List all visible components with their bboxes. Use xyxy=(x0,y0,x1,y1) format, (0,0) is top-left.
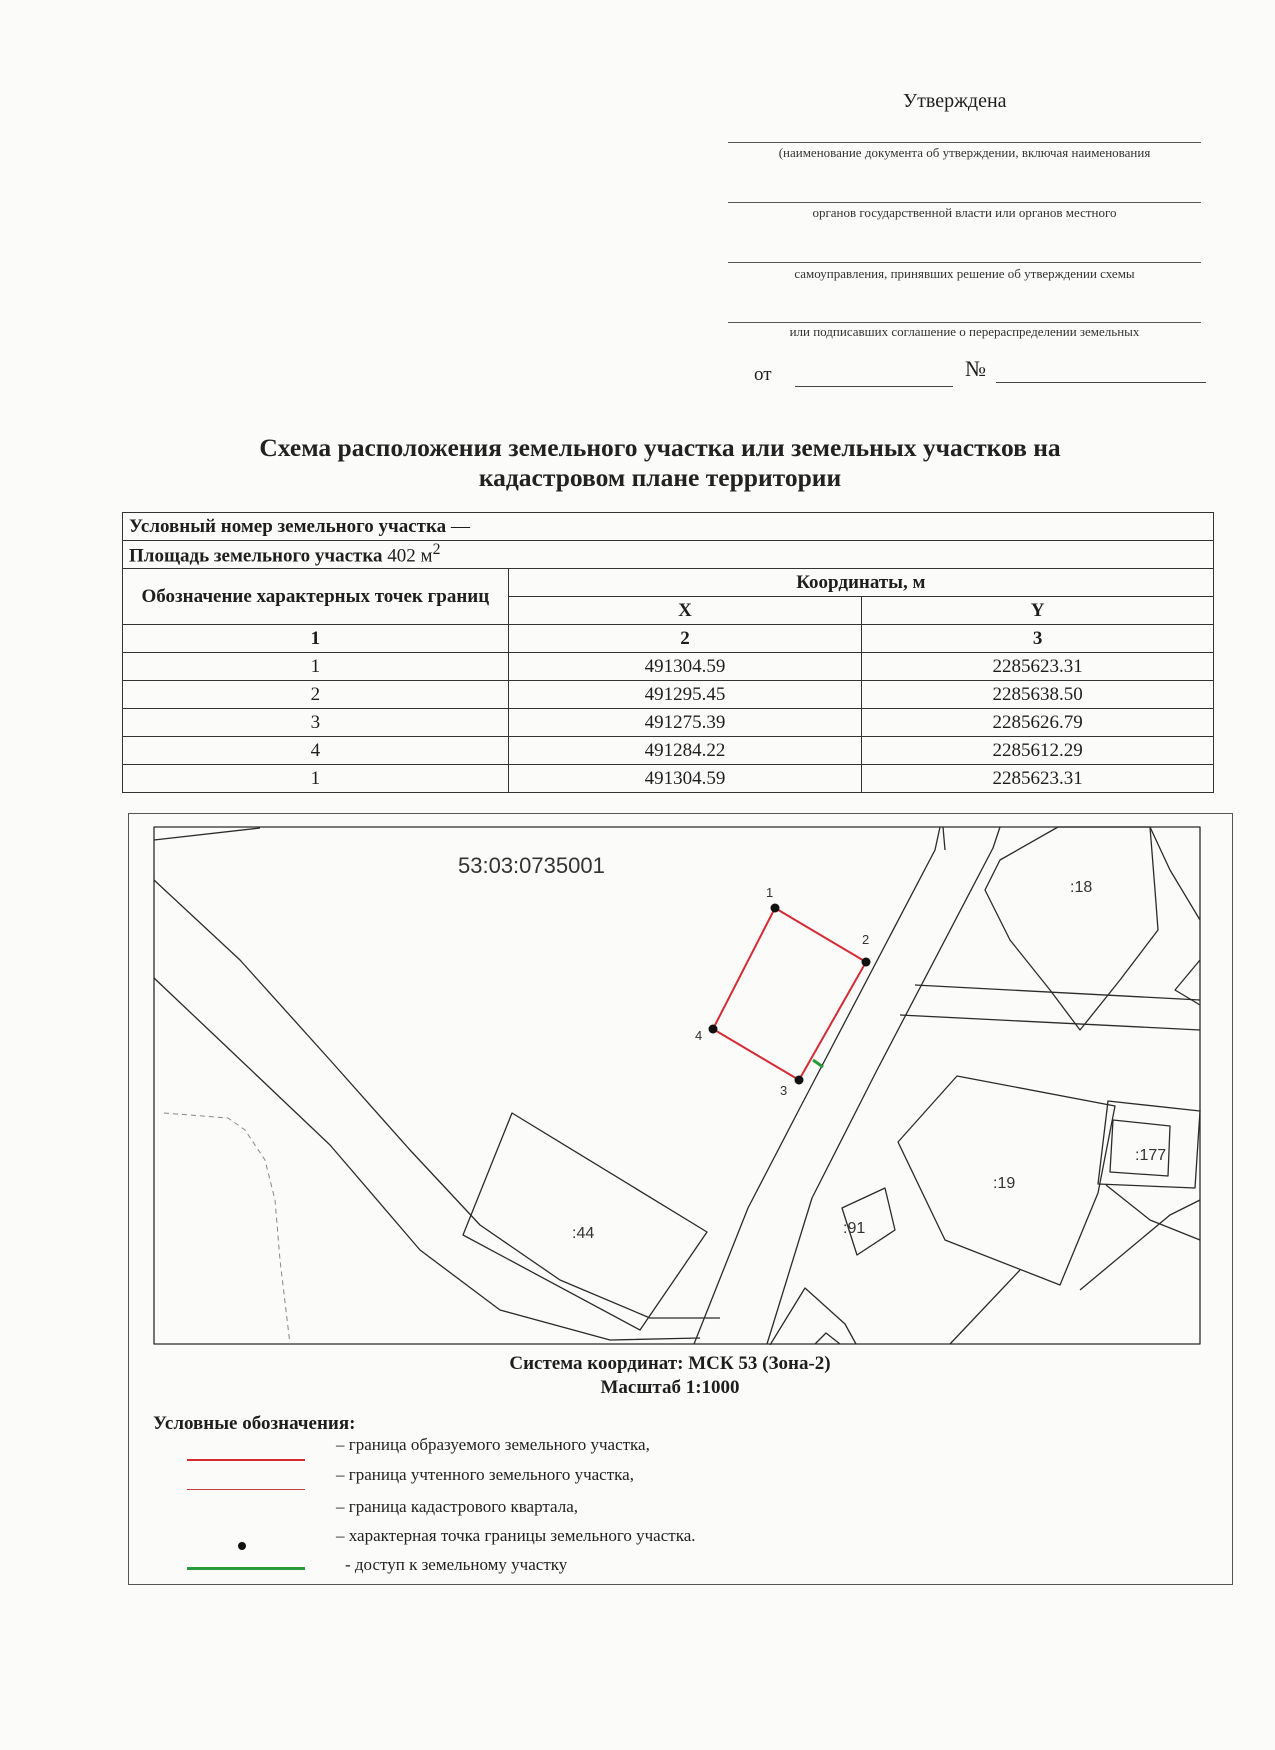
y-cell: 2285626.79 xyxy=(862,709,1214,737)
parcel-label-177: :177 xyxy=(1135,1147,1167,1164)
date-field-line xyxy=(795,386,953,387)
point-label-4: 4 xyxy=(695,1028,703,1043)
legend-item-access: - доступ к земельному участку xyxy=(345,1555,568,1574)
approval-caption-2: органов государственной власти или органов местного xyxy=(812,205,1117,220)
x-cell: 491304.59 xyxy=(508,765,862,793)
points-header: Обозначение характерных точек границ xyxy=(123,569,509,625)
column-number-row xyxy=(123,625,1214,653)
parcel-edge xyxy=(1150,827,1200,920)
point-label-1: 1 xyxy=(766,885,774,900)
table-row xyxy=(123,681,1214,709)
parcel-edge xyxy=(1080,1200,1200,1290)
col-number-1: 1 xyxy=(123,625,509,653)
title-line-1: Схема расположения земельного участка или земельных участков на xyxy=(259,433,1061,462)
parcel-boundary-top xyxy=(154,828,260,840)
road-edge-west xyxy=(694,827,940,1344)
legend-registered-boundary-swatch xyxy=(187,1489,305,1490)
quarter-number-label: 53:03:0735001 xyxy=(458,853,605,878)
zone-dashed-line xyxy=(164,1113,290,1344)
parcel-edge xyxy=(950,1270,1020,1344)
point-cell: 2 xyxy=(123,681,509,709)
point-label-2: 2 xyxy=(862,932,870,947)
approval-caption-3: самоуправления, принявших решение об утверждении схемы xyxy=(794,266,1135,281)
x-header: X xyxy=(508,597,862,625)
parcel-edge xyxy=(770,1288,856,1345)
scale-label: Масштаб 1:1000 xyxy=(600,1377,740,1398)
new-parcel-boundary xyxy=(713,908,866,1080)
approval-caption-1: (наименование документа об утверждении, включая наименования xyxy=(778,145,1151,160)
coordinates-table xyxy=(122,512,1214,793)
area-cell xyxy=(123,541,1214,569)
legend-point-swatch xyxy=(238,1542,246,1550)
table-row xyxy=(123,737,1214,765)
number-label: № xyxy=(965,356,986,381)
point-cell: 3 xyxy=(123,709,509,737)
parcel-edge xyxy=(900,1015,1200,1030)
point-cell: 1 xyxy=(123,765,509,793)
legend-item-new-boundary: – граница образуемого земельного участка, xyxy=(336,1435,650,1454)
parcel-edge xyxy=(1106,1185,1200,1240)
point-label-3: 3 xyxy=(780,1083,788,1098)
x-cell: 491304.59 xyxy=(508,653,862,681)
legend-item-quarter-boundary: – граница кадастрового квартала, xyxy=(336,1497,578,1516)
y-header: Y xyxy=(862,597,1214,625)
legend-title: Условные обозначения: xyxy=(153,1413,356,1434)
document-title xyxy=(140,433,1180,493)
legend-new-boundary-swatch xyxy=(187,1459,305,1461)
table-row xyxy=(123,765,1214,793)
plot-number-cell xyxy=(123,513,1214,541)
point-cell: 4 xyxy=(123,737,509,765)
y-cell: 2285638.50 xyxy=(862,681,1214,709)
area-label: Площадь земельного участка xyxy=(129,545,383,567)
area-value: 402 м xyxy=(387,545,433,567)
access-marker xyxy=(813,1060,823,1067)
coords-header: Координаты, м xyxy=(508,569,1213,597)
number-field-line xyxy=(996,382,1206,383)
boundary-point-2 xyxy=(862,958,871,967)
road-edge-east xyxy=(767,827,1000,1344)
coordinate-system-label: Система координат: МСК 53 (Зона-2) xyxy=(509,1353,831,1374)
title-line-2: кадастровом плане территории xyxy=(478,463,842,492)
parcel-label-44: :44 xyxy=(572,1225,595,1242)
x-cell: 491275.39 xyxy=(508,709,862,737)
parcel-edge xyxy=(943,827,945,850)
parcel-44-outline xyxy=(463,1113,707,1330)
parcel-label-91: :91 xyxy=(843,1220,866,1237)
parcel-edge xyxy=(815,1333,840,1344)
plot-number-value: — xyxy=(450,515,470,537)
area-row xyxy=(123,541,1214,569)
approval-line-1 xyxy=(728,142,1201,143)
parcel-edge xyxy=(915,985,1200,1000)
legend-item-registered-boundary: – граница учтенного земельного участка, xyxy=(336,1465,634,1484)
header-row-1 xyxy=(123,569,1214,597)
approval-line-3 xyxy=(728,262,1201,263)
x-cell: 491284.22 xyxy=(508,737,862,765)
map-viewport-border xyxy=(154,827,1200,1344)
table-row xyxy=(123,653,1214,681)
approval-line-2 xyxy=(728,202,1201,203)
parcel-label-19: :19 xyxy=(993,1175,1016,1192)
col-number-3: 3 xyxy=(862,625,1214,653)
legend-access-swatch xyxy=(187,1567,305,1570)
map-caption xyxy=(300,1352,1040,1400)
plot-number-row xyxy=(123,513,1214,541)
y-cell: 2285623.31 xyxy=(862,653,1214,681)
point-cell: 1 xyxy=(123,653,509,681)
approval-line-4 xyxy=(728,322,1201,323)
boundary-point-3 xyxy=(795,1076,804,1085)
boundary-point-4 xyxy=(709,1025,718,1034)
x-cell: 491295.45 xyxy=(508,681,862,709)
parcel-boundary-curve xyxy=(154,880,720,1318)
date-label: от xyxy=(754,364,772,385)
table-row xyxy=(123,709,1214,737)
cadastral-map xyxy=(150,823,1210,1345)
plot-number-label: Условный номер земельного участка xyxy=(129,515,447,537)
boundary-point-1 xyxy=(771,904,780,913)
area-unit-sup: 2 xyxy=(432,541,441,559)
parcel-label-18: :18 xyxy=(1070,879,1093,896)
approved-heading: Утверждена xyxy=(903,90,1007,112)
legend-item-characteristic-point: – характерная точка границы земельного участка. xyxy=(336,1526,696,1545)
quarter-boundary-curve xyxy=(154,978,703,1340)
col-number-2: 2 xyxy=(508,625,862,653)
approval-caption-4: или подписавших соглашение о перераспределении земельных xyxy=(789,324,1140,339)
parcel-18-outline xyxy=(985,827,1158,1030)
y-cell: 2285623.31 xyxy=(862,765,1214,793)
y-cell: 2285612.29 xyxy=(862,737,1214,765)
